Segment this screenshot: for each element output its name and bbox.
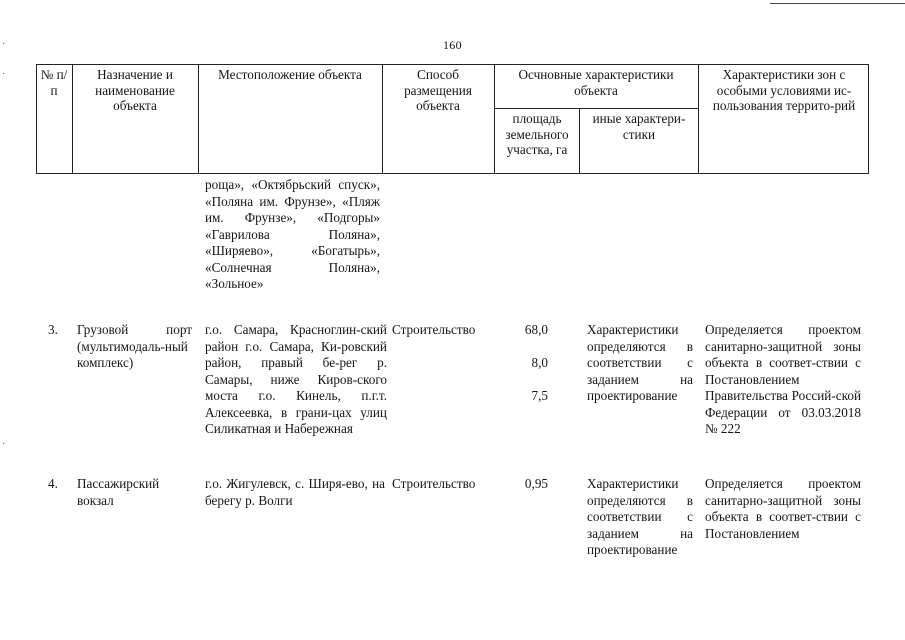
row-area: 68,0 xyxy=(524,322,548,337)
scan-edge-mark: · xyxy=(2,69,6,80)
row-other: Характеристики определяются в соответствии с заданием на проектирование xyxy=(587,476,693,557)
header-col-no: № п/п xyxy=(40,67,68,98)
row-number: 3. xyxy=(48,322,58,337)
header-divider xyxy=(198,64,199,174)
page-number: 160 xyxy=(443,38,462,52)
scan-edge-mark: · xyxy=(2,439,6,450)
row-area: 8,0 xyxy=(531,355,548,370)
header-col-other: иные характери-стики xyxy=(592,111,686,142)
header-col-name: Назначение и наименование объекта xyxy=(95,67,175,113)
row-number: 4. xyxy=(48,476,58,491)
header-col-main: Осчновные характеристики объекта xyxy=(518,67,674,98)
row-location: г.о. Жигулевск, с. Ширя-ево, на берегу р. Волги xyxy=(205,476,385,508)
header-subdivider xyxy=(494,108,698,109)
row-zones: Определяется проектом санитарно-защитной зоны объекта в соответ-ствии с Постановлением Правительства Россий-ской Федерации от 03.03.2018 № 222 xyxy=(705,322,861,436)
scan-edge-mark: · xyxy=(2,39,6,50)
row-area: 7,5 xyxy=(531,388,548,403)
table-header xyxy=(36,64,868,174)
header-top-border xyxy=(36,64,868,65)
header-col-location: Местоположение объекта xyxy=(218,67,362,82)
top-edge-rule xyxy=(770,3,905,4)
row-location: г.о. Самара, Красноглин-ский район г.о. Самара, Ки-ровский район, правый бе-рег р. Самары, ниже Киров-ского моста г.о. Кинель, п.г.т. Алексеевка, в грани-цах улиц Силикатная и Набережная xyxy=(205,322,387,436)
row-method: Строительство xyxy=(392,476,476,491)
header-divider xyxy=(382,64,383,174)
header-divider xyxy=(698,64,699,174)
row-other: Характеристики определяются в соответствии с заданием на проектирование xyxy=(587,322,693,403)
header-bottom-border xyxy=(36,173,868,174)
row-zones: Определяется проектом санитарно-защитной зоны объекта в соответ-ствии с Постановлением xyxy=(705,476,861,541)
continuation-location: роща», «Октябрьский спуск», «Поляна им. Фрунзе», «Пляж им. Фрунзе», «Подгоры» «Гаврилова Поляна», «Ширяево», «Богатырь», «Солнечная Поляна», «Зольное» xyxy=(205,177,380,291)
header-col-zones: Характеристики зон с особыми условиями ис-пользования террито-рий xyxy=(712,67,856,113)
header-divider xyxy=(36,64,37,174)
header-divider xyxy=(868,64,869,174)
header-divider xyxy=(494,64,495,174)
row-method: Строительство xyxy=(392,322,476,337)
row-name: Пассажирский вокзал xyxy=(77,476,160,508)
row-name: Грузовой порт (мультимодаль-ный комплекс) xyxy=(77,322,192,370)
header-col-method: Способ размещения объекта xyxy=(404,67,472,113)
header-divider xyxy=(72,64,73,174)
header-col-area: площадь земельного участка, га xyxy=(505,111,569,157)
row-area: 0,95 xyxy=(524,476,548,491)
header-divider xyxy=(579,108,580,174)
